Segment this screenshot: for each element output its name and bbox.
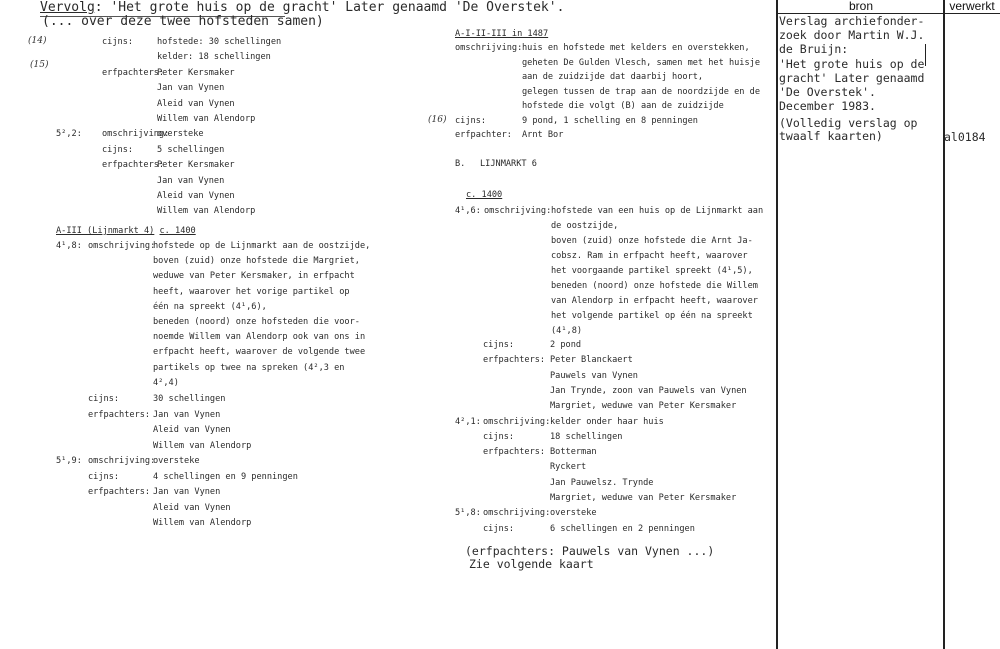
field-label: cijns: [483, 523, 515, 534]
description-line: erfpacht heeft, waarover de volgende twee [153, 347, 366, 358]
description-line: geheten De Gulden Vlesch, samen met het huisje [522, 57, 760, 68]
bron-line: de Bruijn: [779, 42, 849, 57]
entry-number: 4²,1: [455, 416, 481, 427]
field-value: Jan Trynde, zoon van Pauwels van Vynen [550, 385, 747, 396]
entry-4-1-6-label: omschrijving: [484, 206, 552, 216]
field-value: Peter Kersmaker [157, 160, 235, 171]
field-label: omschrijving: [483, 416, 551, 427]
bron-line: zoek door Martin W.J. [779, 28, 925, 43]
bron-note-1: (Volledig verslag op [779, 116, 918, 130]
right-omschrijving-label: omschrijving: [455, 43, 523, 53]
description-line: hofstede van een huis op de Lijnmarkt aan [551, 206, 764, 216]
field-value: Peter Blanckaert [550, 355, 633, 366]
field-value: oversteke [153, 456, 200, 466]
field-value: 5 schellingen [157, 144, 225, 155]
description-line: beneden (noord) onze hofsteden die voor- [153, 317, 360, 327]
field-value: oversteke [550, 508, 597, 519]
description-line: cobsz. Ram in erfpacht heeft, waarover [551, 251, 748, 261]
entry-4-1-6-number: 4¹,6: [455, 206, 481, 216]
bron-line: 'De Overstek'. [779, 85, 876, 99]
field-value: Aleid van Vynen [157, 98, 235, 109]
field-label: erfpachters: [483, 447, 546, 458]
see-next-card: Zie volgende kaart [469, 557, 594, 571]
description-line: huis en hofstede met kelders en overstekken, [522, 43, 750, 53]
title-line-1 [40, 0, 564, 15]
header-verwerkt: verwerkt [949, 0, 995, 13]
header-bron: bron [848, 0, 874, 13]
right-cijns-label: cijns: [455, 116, 487, 126]
left-section-date: c. 1400 [159, 226, 196, 236]
field-value: 30 schellingen [153, 394, 226, 404]
field-value: Aleid van Vynen [153, 502, 231, 513]
field-label: omschrijving: [483, 508, 551, 519]
field-label: cijns: [102, 37, 134, 47]
right-cijns-value: 9 pond, 1 schelling en 8 penningen [522, 116, 698, 126]
margin-note-16: (16) [428, 115, 447, 125]
bron-line: Verslag archiefonder- [779, 14, 925, 28]
field-value: 6 schellingen en 2 penningen [550, 523, 695, 534]
field-label: erfpachters: [483, 355, 546, 366]
field-value: Willem van Alendorp [153, 518, 252, 528]
field-value: Aleid van Vynen [157, 191, 235, 201]
description-line: weduwe van Peter Kersmaker, in erfpacht [153, 271, 355, 282]
field-value: Jan van Vynen [157, 83, 225, 94]
description-line: boven (zuid) onze hofstede die Margriet, [153, 256, 360, 267]
field-label: erfpachters: [88, 487, 151, 497]
bron-line: December 1983. [779, 99, 876, 114]
left-section-title: A-III (Lijnmarkt 4) [56, 226, 155, 236]
field-value: Jan Pauwelsz. Trynde [550, 477, 654, 488]
description-line: hofstede op de Lijnmarkt aan de oostzijde, [153, 241, 371, 251]
field-value: oversteke [157, 129, 204, 140]
field-label: cijns: [88, 471, 120, 482]
verwerkt-code: al0184 [944, 130, 986, 144]
description-line: aan de zuidzijde dat daarbij hoort, [522, 72, 704, 83]
description-line: noemde Willem van Alendorp ook van ons in [153, 332, 366, 343]
column-divider-right [943, 0, 945, 649]
title-line-2: (... over deze twee hofsteden samen) [42, 14, 324, 29]
entry-number: 5¹,8: [455, 508, 481, 519]
section-b-date: c. 1400 [466, 190, 503, 200]
field-value: Willem van Alendorp [157, 206, 256, 217]
description-line: één na spreekt (4¹,6), [153, 301, 267, 312]
description-line: van Alendorp in erfpacht heeft, waarover [551, 296, 758, 306]
description-line: partikels op twee na spreken (4²,3 en [153, 362, 345, 373]
field-label: erfpachters: [102, 160, 165, 171]
field-label: cijns: [483, 431, 515, 442]
column-divider-left [776, 0, 778, 649]
field-value: Aleid van Vynen [153, 425, 231, 435]
margin-note-14: (14) [28, 36, 47, 46]
field-value: kelder onder haar huis [550, 416, 664, 427]
description-line: hofstede die volgt (B) aan de zuidzijde [522, 101, 724, 112]
margin-note-15: (15) [30, 60, 49, 70]
entry-number: 5²,2: [56, 129, 82, 140]
right-erfpachter-label: erfpachter: [455, 130, 512, 140]
field-value: Peter Kersmaker [157, 67, 235, 78]
field-label: erfpachters: [102, 67, 165, 78]
field-value: 18 schellingen [550, 431, 623, 442]
continuation-note: (erfpachters: Pauwels van Vynen ...) [465, 544, 715, 558]
right-section-title: A-I-II-III in 1487 [455, 29, 549, 39]
description-line: de oostzijde, [551, 221, 619, 231]
left-section-heading [56, 226, 196, 237]
field-value: 2 pond [550, 340, 582, 350]
field-label: erfpachters: [88, 409, 151, 420]
entry-4-1-8-label: omschrijving: [88, 241, 156, 251]
field-value: hofstede: 30 schellingen [157, 37, 282, 47]
bron-line: 'Het grote huis op de [779, 56, 925, 71]
description-line: heeft, waarover het vorige partikel op [153, 286, 350, 297]
section-b-label: B. [455, 159, 466, 169]
field-value: Jan van Vynen [153, 487, 221, 497]
bracket-mark [925, 44, 926, 66]
field-value: Botterman [550, 447, 597, 458]
field-label: omschrijving: [102, 129, 170, 140]
field-value: kelder: 18 schellingen [157, 52, 271, 63]
bron-line: gracht' Later genaamd [779, 70, 925, 85]
field-value: Pauwels van Vynen [550, 370, 638, 381]
field-value: Jan van Vynen [157, 175, 225, 186]
field-label: cijns: [102, 144, 134, 155]
description-line: beneden (noord) onze hofstede die Willem [551, 281, 758, 291]
title-text: : 'Het grote huis op de gracht' Later genaamd 'De Overstek'. [94, 0, 565, 15]
description-line: het volgende partikel op één na spreekt [551, 311, 753, 321]
field-value: Willem van Alendorp [157, 114, 256, 124]
field-value: Jan van Vynen [153, 409, 221, 420]
section-b-title: LIJNMARKT 6 [480, 159, 537, 169]
description-line: 4²,4) [153, 377, 179, 388]
field-value: Margriet, weduwe van Peter Kersmaker [550, 401, 737, 412]
entry-number: 5¹,9: [56, 456, 82, 466]
field-value: 4 schellingen en 9 penningen [153, 471, 298, 482]
title-label: Vervolg [40, 0, 95, 15]
bron-note-2: twaalf kaarten) [779, 129, 883, 143]
description-line: gelegen tussen de trap aan de noordzijde en de [522, 86, 760, 97]
description-line: (4¹,8) [551, 326, 583, 336]
right-erfpachter-value: Arnt Bor [522, 130, 564, 140]
field-label: cijns: [88, 394, 120, 404]
entry-4-1-8-number: 4¹,8: [56, 241, 82, 251]
field-value: Willem van Alendorp [153, 440, 252, 451]
field-value: Margriet, weduwe van Peter Kersmaker [550, 493, 737, 503]
field-label: omschrijving: [88, 456, 156, 466]
field-value: Ryckert [550, 462, 587, 473]
description-line: het voorgaande partikel spreekt (4¹,5), [551, 266, 753, 276]
description-line: boven (zuid) onze hofstede die Arnt Ja- [551, 236, 753, 246]
field-label: cijns: [483, 340, 515, 350]
